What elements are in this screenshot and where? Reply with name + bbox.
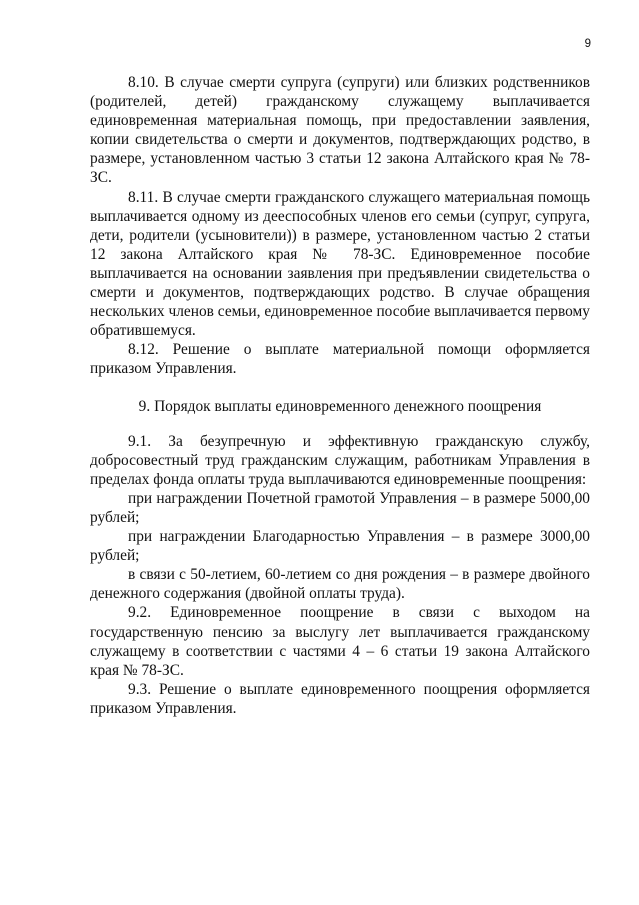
page-number: 9 (584, 38, 591, 50)
paragraph-9-1-certificate: при награждении Почетной грамотой Управления – в размере 5000,00 рублей; (90, 489, 590, 526)
document-body (90, 73, 590, 718)
paragraph-9-1: 9.1. За безупречную и эффективную гражданскую службу, добросовестный труд гражданским служащим, работникам Управления в пределах фонда оплаты труда выплачиваются единовременные поощрения: (90, 432, 590, 488)
paragraph-9-2: 9.2. Единовременное поощрение в связи с выходом на государственную пенсию за выслугу лет выплачивается гражданскому служащему в соответствии с частями 4 – 6 статьи 19 закона Алтайского края № 78-ЗС. (90, 604, 590, 679)
paragraph-8-10: 8.10. В случае смерти супруга (супруги) или близких родственников (родителей, детей) гражданскому служащему выплачивается единовременная материальная помощь, при предоставлении заявления, копии свидетельства о смерти и документов, подтверждающих родство, в размере, установленном частью 3 статьи 12 закона Алтайского края № 78-ЗС. (90, 74, 590, 187)
paragraph-9-3: 9.3. Решение о выплате единовременного поощрения оформляется приказом Управления. (90, 680, 590, 717)
section-9-heading: 9. Порядок выплаты единовременного денежного поощрения (138, 397, 542, 415)
paragraph-8-12: 8.12. Решение о выплате материальной помощи оформляется приказом Управления. (90, 341, 590, 378)
paragraph-9-1-gratitude: при награждении Благодарностью Управления – в размере 3000,00 рублей; (90, 528, 590, 565)
paragraph-9-1-anniversary: в связи с 50-летием, 60-летием со дня рождения – в размере двойного денежного содержания (двойной оплаты труда). (90, 566, 590, 603)
paragraph-8-11: 8.11. В случае смерти гражданского служащего материальная помощь выплачивается одному из дееспособных членов его семьи (супруг, супруга, дети, родители (усыновители)) в размере, установленном частью 2 статьи 12 закона Алтайского края № 78-ЗС. Единовременное пособие выплачивается на основании заявления при предъявлении свидетельства о смерти и документов, подтверждающих родство. В случае обращения нескольких членов семьи, единовременное пособие выплачивается первому обратившемуся. (90, 188, 590, 340)
